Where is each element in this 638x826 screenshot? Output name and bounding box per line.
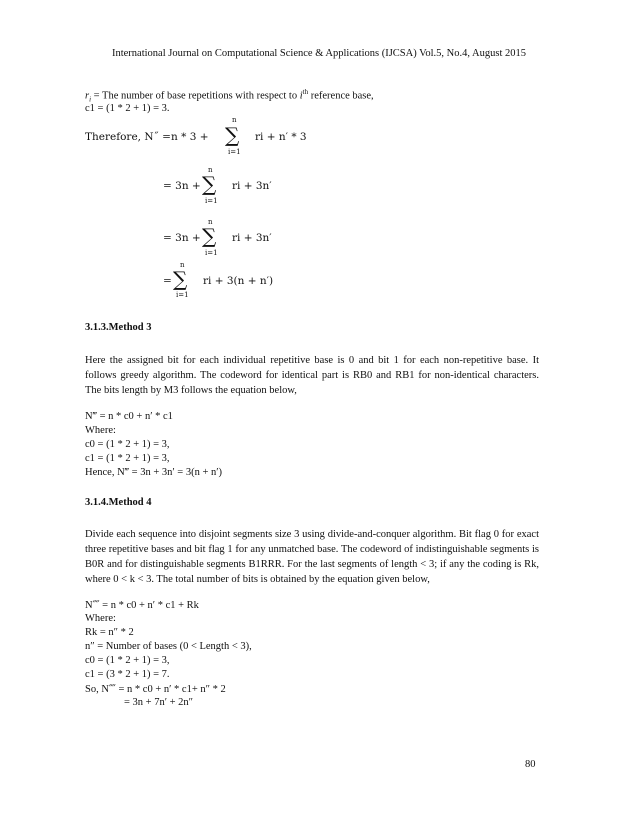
- method-4-n-double-prime: n″ = Number of bases (0 < Length < 3),: [85, 641, 252, 652]
- method-3-c1: c1 = (1 * 2 + 1) = 3,: [85, 453, 170, 464]
- equation-line-2-left: = 3n +: [163, 180, 201, 192]
- equation-line-4-right: ri + 3(n + n′): [203, 275, 274, 287]
- method-4-c0: c0 = (1 * 2 + 1) = 3,: [85, 655, 170, 666]
- sum-upper-limit: n: [208, 218, 213, 226]
- method-4-c1: c1 = (3 * 2 + 1) = 7.: [85, 669, 170, 680]
- sum-upper-limit: n: [208, 166, 213, 174]
- equation-line-1-left: n * 3 +: [171, 131, 209, 143]
- equation-line-3-left: = 3n +: [163, 232, 201, 244]
- method-3-result: Hence, N‴ = 3n + 3n′ = 3(n + n′): [85, 467, 223, 478]
- method-4-paragraph: Divide each sequence into disjoint segments size 3 using divide-and-conquer algorithm. Bit flag 0 for exact three repetitive bases and bit flag 1 for any unmatched base. The codeword of indistinguishable segments is B0R and for distinguishable segments B1RRR. For the last segments of length < 3; if any the coding is Rk, where 0 < k < 3. The total number of bits is obtained by the equation given below,: [85, 529, 539, 585]
- section-heading-method-4: 3.1.4.Method 4: [85, 497, 152, 508]
- method-3-equation: N‴ = n * c0 + n′ * c1: [85, 411, 173, 422]
- equation-line-1-right: ri + n′ * 3: [255, 131, 307, 143]
- method-4-equation: N⁗ = n * c0 + n′ * c1 + Rk: [85, 600, 199, 611]
- summation-symbol: ∑: [202, 172, 217, 196]
- sum-upper-limit: n: [232, 116, 237, 124]
- sum-lower-limit: i=1: [228, 148, 241, 156]
- sum-lower-limit: i=1: [205, 249, 218, 257]
- sum-upper-limit: n: [180, 261, 185, 269]
- equation-line-4-left: =: [163, 275, 172, 287]
- method-3-paragraph: Here the assigned bit for each individual repetitive base is 0 and bit 1 for each non-repetitive base. It follows greedy algorithm. The codeword for identical part is RB0 and RB1 for non-identical characters. The bits length by M3 follows the equation below,: [85, 355, 539, 396]
- sum-lower-limit: i=1: [176, 291, 189, 299]
- summation-symbol: ∑: [225, 123, 240, 147]
- equation-line-2-right: ri + 3n′: [232, 180, 272, 192]
- section-heading-method-3: 3.1.3.Method 3: [85, 322, 152, 333]
- definition-c1: c1 = (1 * 2 + 1) = 3.: [85, 103, 170, 114]
- method-4-result-simplified: = 3n + 7n′ + 2n″: [124, 697, 194, 708]
- running-header: International Journal on Computational Science & Applications (IJCSA) Vol.5, No.4, August 2015: [111, 48, 527, 59]
- definition-ri: $r_i$ = The number of base repetitions with respect to $i^{th}$ reference base,: [85, 88, 374, 104]
- page-number: 80: [525, 759, 536, 770]
- sum-lower-limit: i=1: [205, 197, 218, 205]
- where-label: Where:: [85, 425, 116, 436]
- equation-line-3-right: ri + 3n′: [232, 232, 272, 244]
- where-label: Where:: [85, 613, 116, 624]
- method-3-c0: c0 = (1 * 2 + 1) = 3,: [85, 439, 170, 450]
- method-4-result: So, N⁗ = n * c0 + n′ * c1+ n″ * 2: [85, 684, 226, 695]
- summation-symbol: ∑: [173, 267, 188, 291]
- therefore-label: Therefore, N˝ =: [85, 131, 171, 143]
- method-4-rk: Rk = n″ * 2: [85, 627, 134, 638]
- summation-symbol: ∑: [202, 224, 217, 248]
